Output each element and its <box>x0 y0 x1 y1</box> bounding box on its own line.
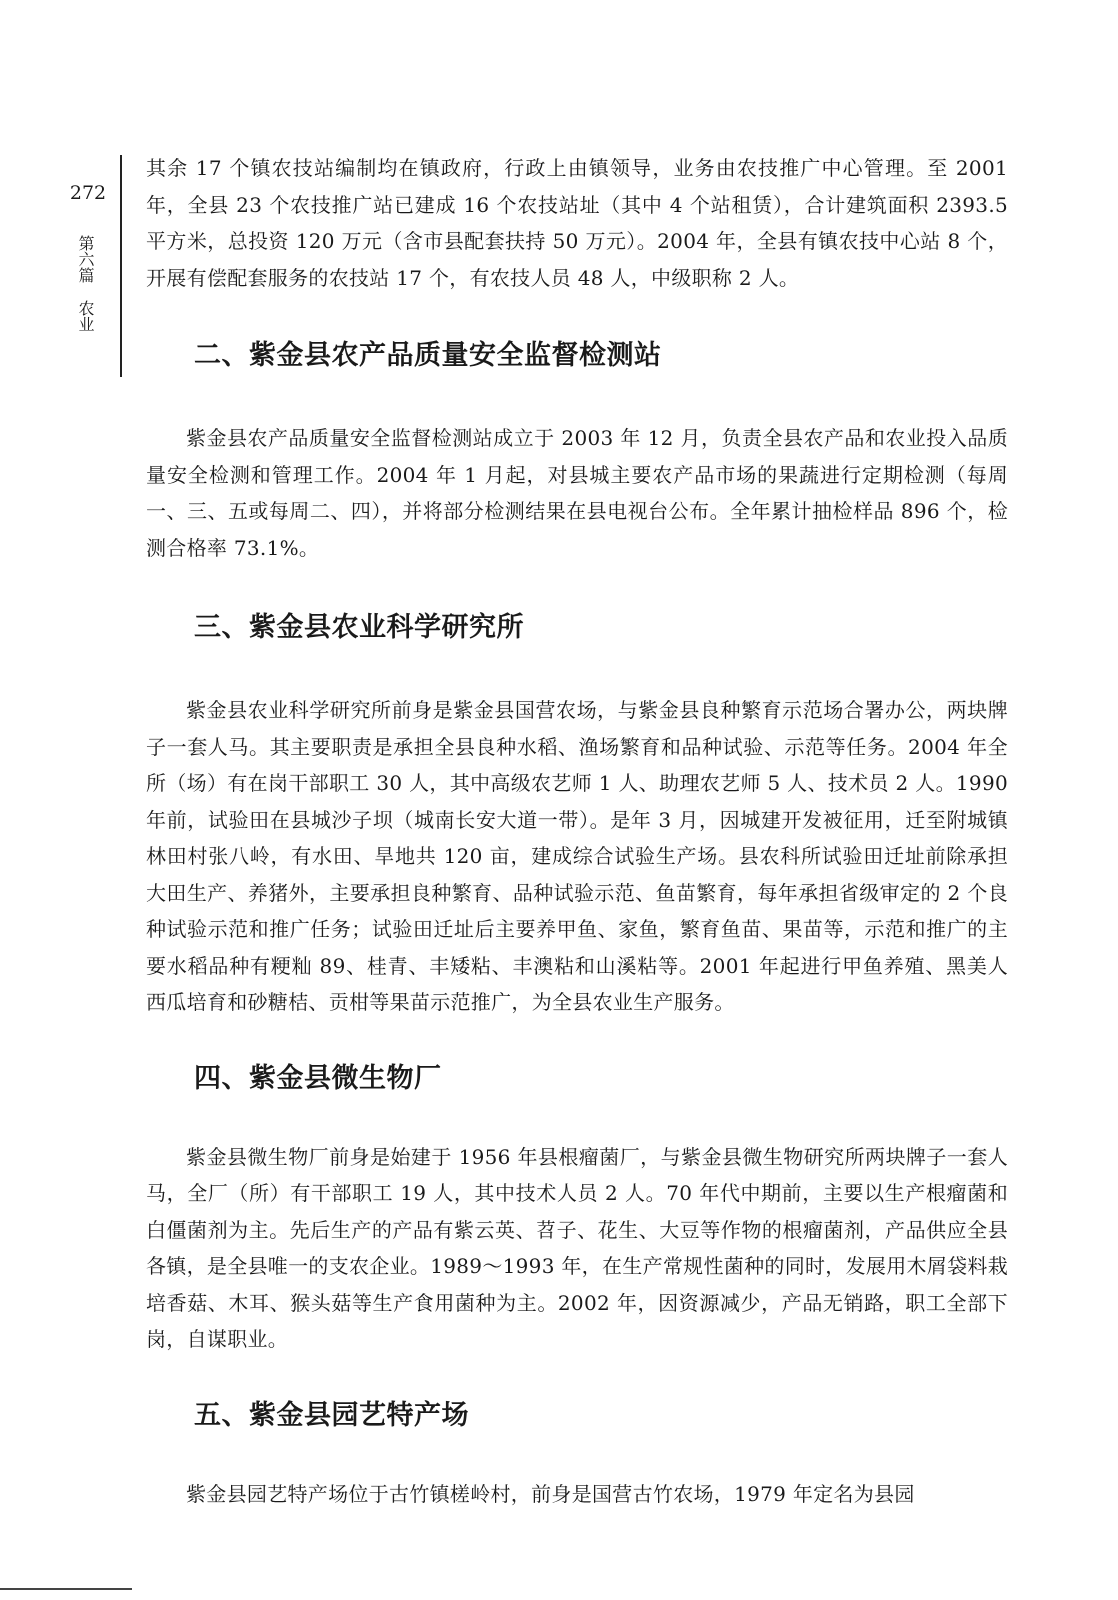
main-text <box>146 150 1008 1512</box>
section-paragraph-horticulture-farm: 紫金县园艺特产场位于古竹镇槎岭村，前身是国营古竹农场，1979 年定名为县园 <box>186 1481 915 1506</box>
part-label-topic: 农业 <box>76 300 95 332</box>
section-heading-microbe-factory: 四、紫金县微生物厂 <box>194 1062 442 1094</box>
section-paragraph-inspection-station: 紫金县农产品质量安全监督检测站成立于 2003 年 12 月，负责全县农产品和农业投入品质量安全检测和管理工作。2004 年 1 月起，对县城主要农产品市场的果蔬进行定期检测（每周一、三、五或每周二、四），并将部分检测结果在县电视台公布。全年累计抽检样品 896 个，检测合格率 73.1%。 <box>146 426 1008 560</box>
part-label-title: 第六篇 <box>76 235 95 283</box>
intro-paragraph: 其余 17 个镇农技站编制均在镇政府，行政上由镇领导，业务由农技推广中心管理。至 2001 年，全县 23 个农技推广站已建成 16 个农技站址（其中 4 个站租赁），合计建筑面积 2393.5 平方米，总投资 120 万元（含市县配套扶持 50 万元）。2004 年，全县有镇农技中心站 8 个，开展有偿配套服务的农技站 17 个，有农技人员 48 人，中级职称 2 人。 <box>146 156 1008 290</box>
section-paragraph-microbe-factory: 紫金县微生物厂前身是始建于 1956 年县根瘤菌厂，与紫金县微生物研究所两块牌子一套人马，全厂（所）有干部职工 19 人，其中技术人员 2 人。70 年代中期前，主要以生产根瘤菌和白僵菌剂为主。先后生产的产品有紫云英、苕子、花生、大豆等作物的根瘤菌剂，产品供应全县各镇，是全县唯一的支农企业。1989～1993 年，在生产常规性菌种的同时，发展用木屑袋料栽培香菇、木耳、猴头菇等生产食用菌种为主。2002 年，因资源减少，产品无销路，职工全部下岗，自谋职业。 <box>146 1144 1008 1351</box>
margin-rule <box>120 155 122 377</box>
bottom-edge-rule <box>0 1588 132 1590</box>
section-paragraph-research-institute: 紫金县农业科学研究所前身是紫金县国营农场，与紫金县良种繁育示范场合署办公，两块牌子一套人马。其主要职责是承担全县良种水稻、渔场繁育和品种试验、示范等任务。2004 年全所（场）有在岗干部职工 30 人，其中高级农艺师 1 人、助理农艺师 5 人、技术员 2 人。1990 年前，试验田在县城沙子坝（城南长安大道一带）。是年 3 月，因城建开发被征用，迁至附城镇林田村张八岭，有水田、旱地共 120 亩，建成综合试验生产场。县农科所试验田迁址前除承担大田生产、养猪外，主要承担良种繁育、品种试验示范、鱼苗繁育，每年承担省级审定的 2 个良种试验示范和推广任务；试验田迁址后主要养甲鱼、家鱼，繁育鱼苗、果苗等，示范和推广的主要水稻品种有粳籼 89、桂青、丰矮粘、丰澳粘和山溪粘等。2001 年起进行甲鱼养殖、黑美人西瓜培育和砂糖桔、贡柑等果苗示范推广，为全县农业生产服务。 <box>146 698 1008 1014</box>
section-heading-research-institute: 三、紫金县农业科学研究所 <box>194 612 524 643</box>
page-number: 272 <box>69 182 107 204</box>
part-label <box>75 226 103 332</box>
section-heading-inspection-station: 二、紫金县农产品质量安全监督检测站 <box>194 340 662 371</box>
section-heading-horticulture-farm: 五、紫金县园艺特产场 <box>194 1399 469 1431</box>
